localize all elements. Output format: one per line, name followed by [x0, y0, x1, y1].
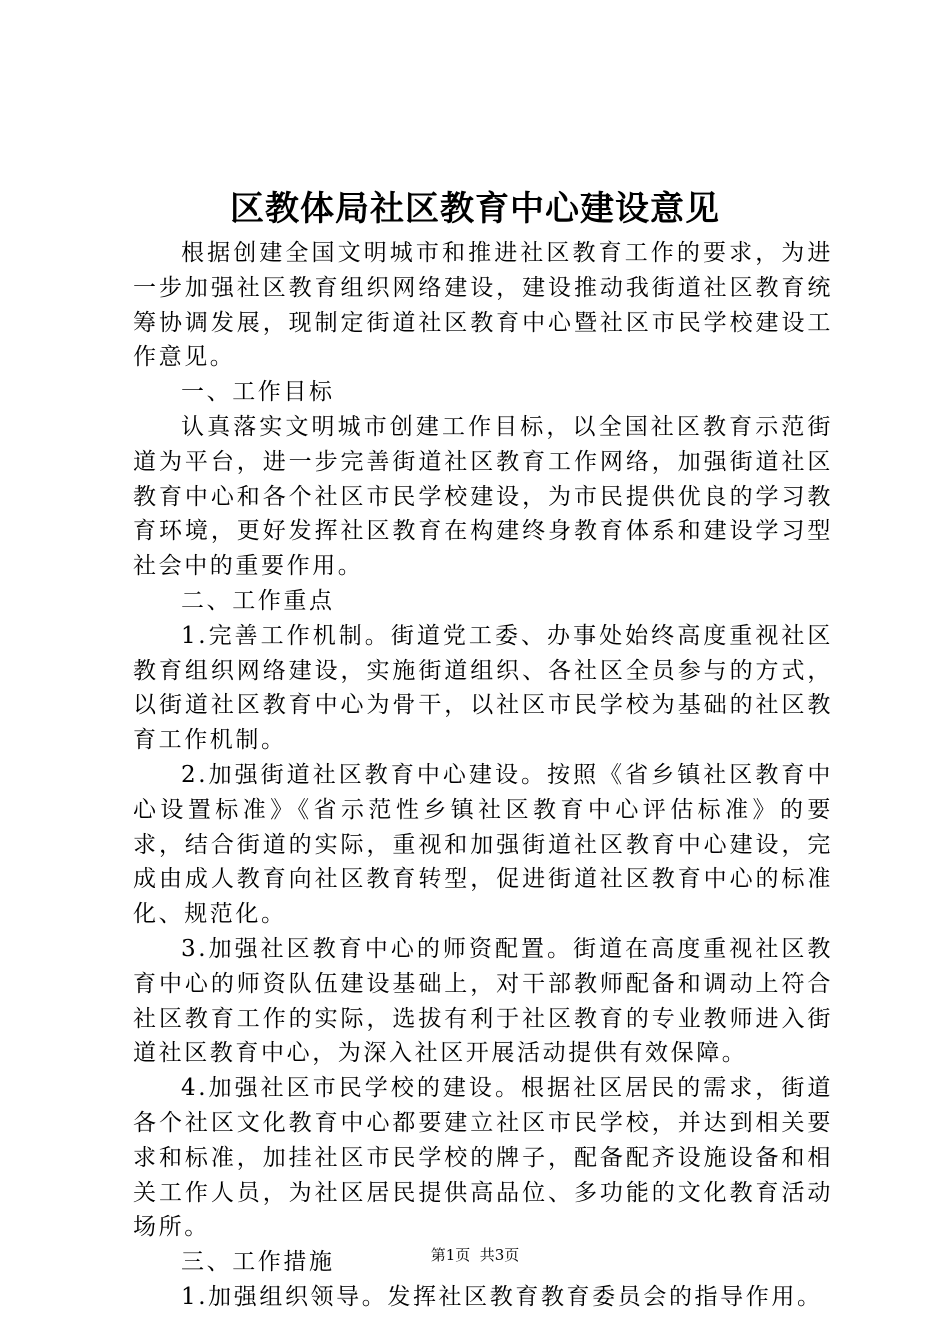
focus-item-3: 3.加强社区教育中心的师资配置。街道在高度重视社区教育中心的师资队伍建设基础上，对干部教师配备和调动上符合社区教育工作的实际，选拔有利于社区教育的专业教师进入街道社区教育中心，为深入社区开展活动提供有效保障。 — [133, 935, 833, 1067]
focus-item-2: 2.加强街道社区教育中心建设。按照《省乡镇社区教育中心设置标准》《省示范性乡镇社区教育中心评估标准》的要求，结合街道的实际，重视和加强街道社区教育中心建设，完成由成人教育向社区教育转型，促进街道社区教育中心的标准化、规范化。 — [133, 761, 833, 928]
focus-item-1: 1.完善工作机制。街道党工委、办事处始终高度重视社区教育组织网络建设，实施街道组织、各社区全员参与的方式，以街道社区教育中心为骨干，以社区市民学校为基础的社区教育工作机制。 — [133, 622, 833, 754]
document-body — [133, 236, 833, 1315]
focus-item-4: 4.加强社区市民学校的建设。根据社区居民的需求，街道各个社区文化教育中心都要建立社区市民学校，并达到相关要求和标准，加挂社区市民学校的牌子，配备配齐设施设备和相关工作人员，为社区居民提供高品位、多功能的文化教育活动场所。 — [133, 1075, 833, 1241]
section-heading-measures: 三、工作措施 — [181, 1249, 335, 1276]
measures-item-1: 1.加强组织领导。发挥社区教育教育委员会的指导作用。 — [181, 1283, 823, 1310]
intro-paragraph: 根据创建全国文明城市和推进社区教育工作的要求，为进一步加强社区教育组织网络建设，建设推动我街道社区教育统筹协调发展，现制定街道社区教育中心暨社区市民学校建设工作意见。 — [133, 240, 833, 371]
section-heading-focus: 二、工作重点 — [181, 587, 335, 614]
page-number-footer: 第1页 共3页 — [430, 1246, 520, 1264]
document-title: 区教体局社区教育中心建设意见 — [230, 189, 720, 229]
goals-paragraph: 认真落实文明城市创建工作目标，以全国社区教育示范街道为平台，进一步完善街道社区教育工作网络，加强街道社区教育中心和各个社区市民学校建设，为市民提供优良的学习教育环境，更好发挥社区教育在构建终身教育体系和建设学习型社会中的重要作用。 — [133, 413, 833, 580]
section-heading-goals: 一、工作目标 — [181, 379, 335, 406]
